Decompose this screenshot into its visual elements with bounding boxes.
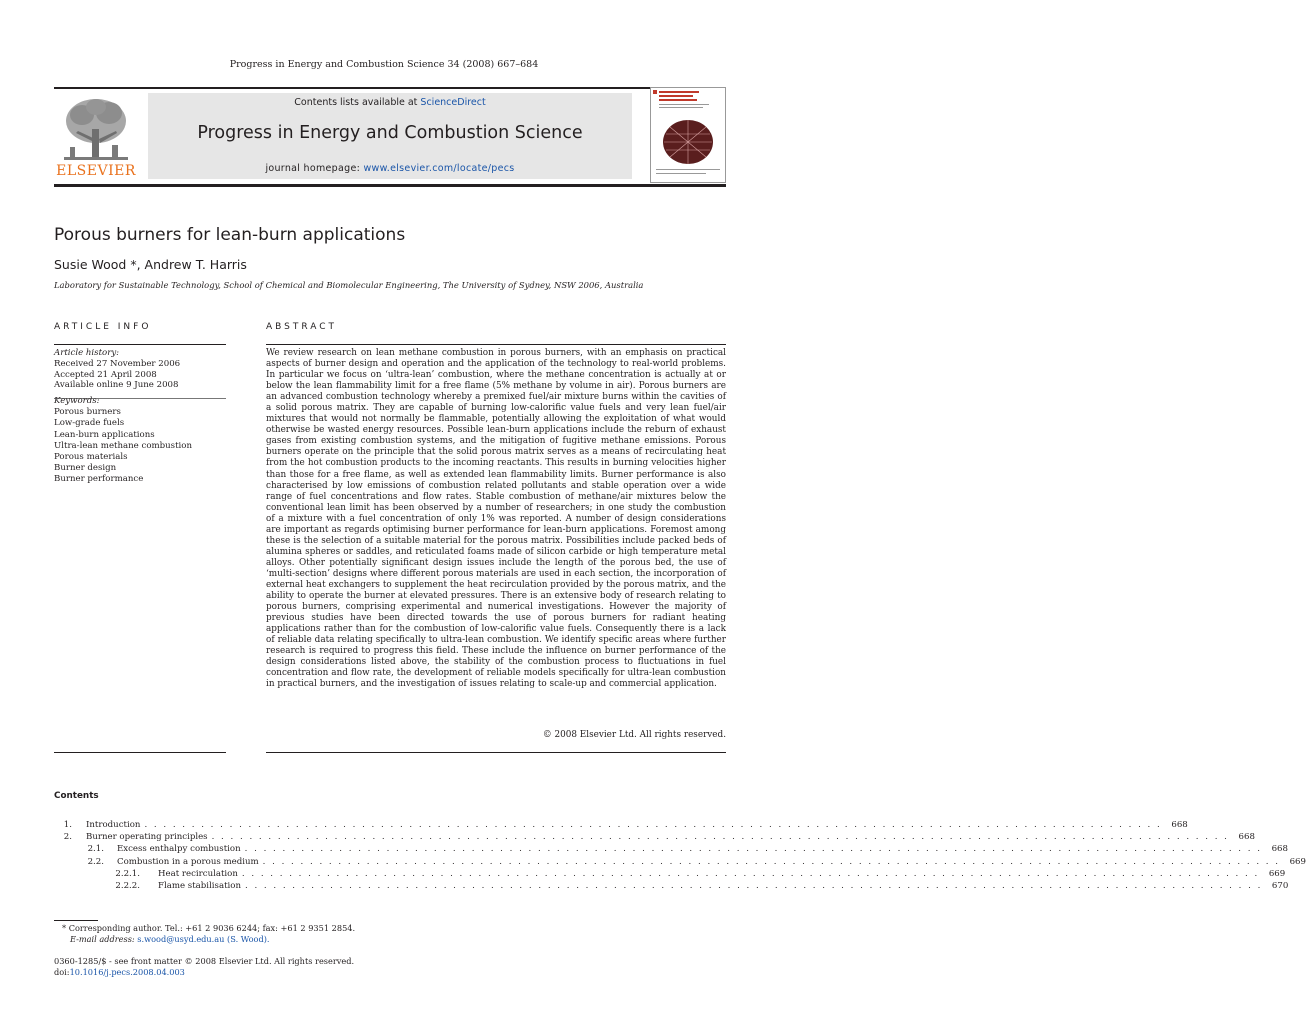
keyword-item: Porous materials (54, 452, 128, 463)
banner-bottom-rule (54, 184, 726, 187)
keyword-item: Ultra-lean methane combustion (54, 440, 192, 451)
keyword-item: Lean-burn applications (54, 429, 155, 440)
journal-banner (54, 87, 726, 187)
history-accepted: Accepted 21 April 2008 (54, 369, 157, 380)
toc-leader-dots: . . . . . . . . . . . . . . . . . . . . . . . . . . . . . . . . . . . . . . . . . . . . . . . . . . . . . . . . . . . . . . . . . . . . . . . . . . . . . . . . . . . . . . . . . . . . . . . . . . . . . . . . . . . . (211, 832, 1229, 843)
toc-entry[interactable] (54, 880, 1289, 893)
history-received: Received 27 November 2006 (54, 358, 181, 369)
abstract-top-rule (266, 344, 726, 345)
toc-entry[interactable] (54, 868, 1286, 881)
toc-label: Flame stabilisation (158, 880, 241, 891)
toc-page-number: 669 (1289, 856, 1306, 867)
toc-number: 2.2.2. (115, 880, 140, 891)
toc-number: 2.1. (87, 844, 104, 855)
contents-prefix: Contents lists available at (294, 97, 421, 108)
author-affiliation: Laboratory for Sustainable Technology, School of Chemical and Biomolecular Engineering, The University of Sydney, NSW 2006, Australia (54, 280, 644, 290)
toc-entry[interactable] (54, 832, 1255, 844)
footnote (54, 923, 726, 945)
toc-entry[interactable] (54, 844, 1288, 856)
doi-line (54, 967, 726, 978)
toc-label: Burner operating principles (86, 832, 208, 843)
keyword-item: Porous burners (54, 407, 121, 418)
article-history-label: Article history: (54, 348, 120, 358)
journal-homepage-link[interactable]: www.elsevier.com/locate/pecs (363, 163, 515, 174)
doi-label: doi: (54, 967, 70, 977)
journal-header-box (148, 93, 632, 179)
author-email-link[interactable]: s.wood@usyd.edu.au (137, 934, 225, 944)
toc-page-number: 670 (1271, 880, 1289, 891)
table-of-contents (54, 820, 1306, 893)
toc-page-number: 668 (1171, 820, 1188, 830)
journal-title: Progress in Energy and Combustion Science (197, 123, 583, 143)
toc-leader-dots: . . . . . . . . . . . . . . . . . . . . . . . . . . . . . . . . . . . . . . . . . . . . . . . . . . . . . . . . . . . . . . . . . . . . . . . . . . . . . . . . . . . . . . . . . . . . . . . . . . . . . . . . . . . . (241, 868, 1260, 879)
toc-label: Combustion in a porous medium (117, 856, 259, 867)
front-matter (54, 956, 726, 978)
toc-label: Heat recirculation (158, 868, 238, 879)
doi-link[interactable]: 10.1016/j.pecs.2008.04.003 (69, 967, 185, 977)
keyword-item: Low-grade fuels (54, 418, 125, 429)
toc-number: 1. (63, 820, 72, 830)
journal-homepage-line (148, 163, 632, 174)
contents-heading: Contents (54, 791, 99, 801)
article-history (54, 348, 226, 391)
elsevier-logo-text: ELSEVIER (56, 163, 136, 179)
issn-line: 0360-1285/$ - see front matter © 2008 Elsevier Ltd. All rights reserved. (54, 956, 355, 966)
abstract-copyright: © 2008 Elsevier Ltd. All rights reserved. (542, 730, 726, 740)
corresponding-author-note: * Corresponding author. Tel.: +61 2 9036 6244; fax: +61 2 9351 2854. (62, 923, 356, 933)
keywords-label: Keywords: (54, 396, 100, 406)
footnote-rule (54, 920, 98, 921)
abstract-body: We review research on lean methane combustion in porous burners, with an emphasis on practical aspects of burner design and operation and the application of the technology to real-world problems. In particular we focus on ‘ultra-lean’ combustion, where the methane concentration is actually at or below the lean flammability limit for a free flame (5% methane by volume in air). Porous burners are an advanced combustion technology whereby a premixed fuel/air mixture burns within the cavities of a solid porous matrix. They are capable of burning low-calorific value fuels and very lean fuel/air mixtures that would not normally be flammable, potentially allowing the exploitation of what would otherwise be wasted energy resources. Possible lean-burn applications include the reburn of exhaust gases from existing combustion systems, and the mitigation of fugitive methane emissions. Porous burners operate on the principle that the solid porous matrix serves as a means of recirculating heat from the hot combustion products to the incoming reactants. This results in burning velocities higher than those for a free flame, as well as extended lean flammability limits. Burner performance is also characterised by low emissions of combustion related pollutants and stable operation over a wide range of fuel concentrations and flow rates. Stable combustion of methane/air mixtures below the conventional lean limit has been observed by a number of researchers; in one study the combustion of a mixture with a fuel concentration of only 1% was reported. A number of design considerations are important as regards optimising burner performance for lean-burn applications. Foremost among these is the selection of a suitable material for the porous matrix. Possibilities include packed beds of alumina spheres or saddles, and reticulated foams made of silicon carbide or high temperature metal alloys. Other potentially significant design issues include the length of the porous bed, the use of ‘multi-section’ designs where different porous materials are used in each section, the incorporation of external heat exchangers to supplement the heat recirculation provided by the porous matrix, and the ability to operate the burner at elevated pressures. There is an extensive body of research relating to porous burners, comprising experimental and numerical investigations. However the majority of previous studies have been directed towards the use of porous burners for radiant heating applications rather than for the combustion of low-calorific value fuels. Consequently there is a lack of reliable data relating specifically to ultra-lean combustion. We identify specific areas where further research is required to progress this field. These include the influence on burner performance of the design considerations listed above, the stability of the combustion process to fluctuations in fuel concentration and flow rate, the development of reliable models specifically for ultra-lean combustion in practical burners, and the investigation of issues relating to scale-up and commercial application. (266, 348, 726, 690)
toc-label: Introduction (86, 820, 141, 830)
toc-leader-dots: . . . . . . . . . . . . . . . . . . . . . . . . . . . . . . . . . . . . . . . . . . . . . . . . . . . . . . . . . . . . . . . . . . . . . . . . . . . . . . . . . . . . . . . . . . . . . . . . . . . . . . . . . . . . (262, 856, 1280, 867)
toc-number: 2.2.1. (115, 868, 140, 879)
article-info-bottom-rule (54, 752, 226, 753)
contents-available-line (148, 97, 632, 108)
toc-page-number: 668 (1238, 832, 1255, 843)
keywords-list (54, 396, 226, 486)
toc-leader-dots: . . . . . . . . . . . . . . . . . . . . . . . . . . . . . . . . . . . . . . . . . . . . . . . . . . . . . . . . . . . . . . . . . . . . . . . . . . . . . . . . . . . . . . . . . . . . . . . . . . . . . . . . . . . . (244, 844, 1262, 855)
email-suffix: (S. Wood). (224, 934, 270, 944)
toc-leader-dots: . . . . . . . . . . . . . . . . . . . . . . . . . . . . . . . . . . . . . . . . . . . . . . . . . . . . . . . . . . . . . . . . . . . . . . . . . . . . . . . . . . . . . . . . . . . . . . . . . . . . . . . . . . . . (144, 820, 1162, 830)
abstract-bottom-rule (266, 752, 726, 753)
toc-page-number: 669 (1268, 868, 1286, 879)
toc-leader-dots: . . . . . . . . . . . . . . . . . . . . . . . . . . . . . . . . . . . . . . . . . . . . . . . . . . . . . . . . . . . . . . . . . . . . . . . . . . . . . . . . . . . . . . . . . . . . . . . . . . . . . . . . . . . . (244, 880, 1263, 891)
abstract-heading: ABSTRACT (266, 322, 338, 332)
homepage-prefix: journal homepage: (265, 163, 364, 174)
toc-number: 2. (63, 832, 72, 843)
article-authors: Susie Wood *, Andrew T. Harris (54, 257, 247, 272)
keyword-item: Burner design (54, 463, 117, 474)
article-info-top-rule (54, 344, 226, 345)
running-head: Progress in Energy and Combustion Science 34 (2008) 667–684 (229, 59, 539, 70)
banner-top-rule (54, 87, 726, 89)
email-line (54, 934, 726, 945)
email-label: E-mail address: (70, 934, 138, 944)
toc-entry[interactable] (54, 820, 1188, 832)
article-title: Porous burners for lean-burn applications (54, 225, 406, 245)
toc-number: 2.2. (87, 856, 104, 867)
toc-label: Excess enthalpy combustion (117, 844, 241, 855)
toc-entry[interactable] (54, 856, 1306, 869)
toc-page-number: 668 (1271, 844, 1288, 855)
history-online: Available online 9 June 2008 (54, 380, 179, 391)
keyword-item: Burner performance (54, 474, 144, 485)
article-info-heading: ARTICLE INFO (54, 322, 152, 332)
journal-cover-thumbnail (650, 87, 726, 183)
sciencedirect-link[interactable]: ScienceDirect (420, 97, 486, 108)
